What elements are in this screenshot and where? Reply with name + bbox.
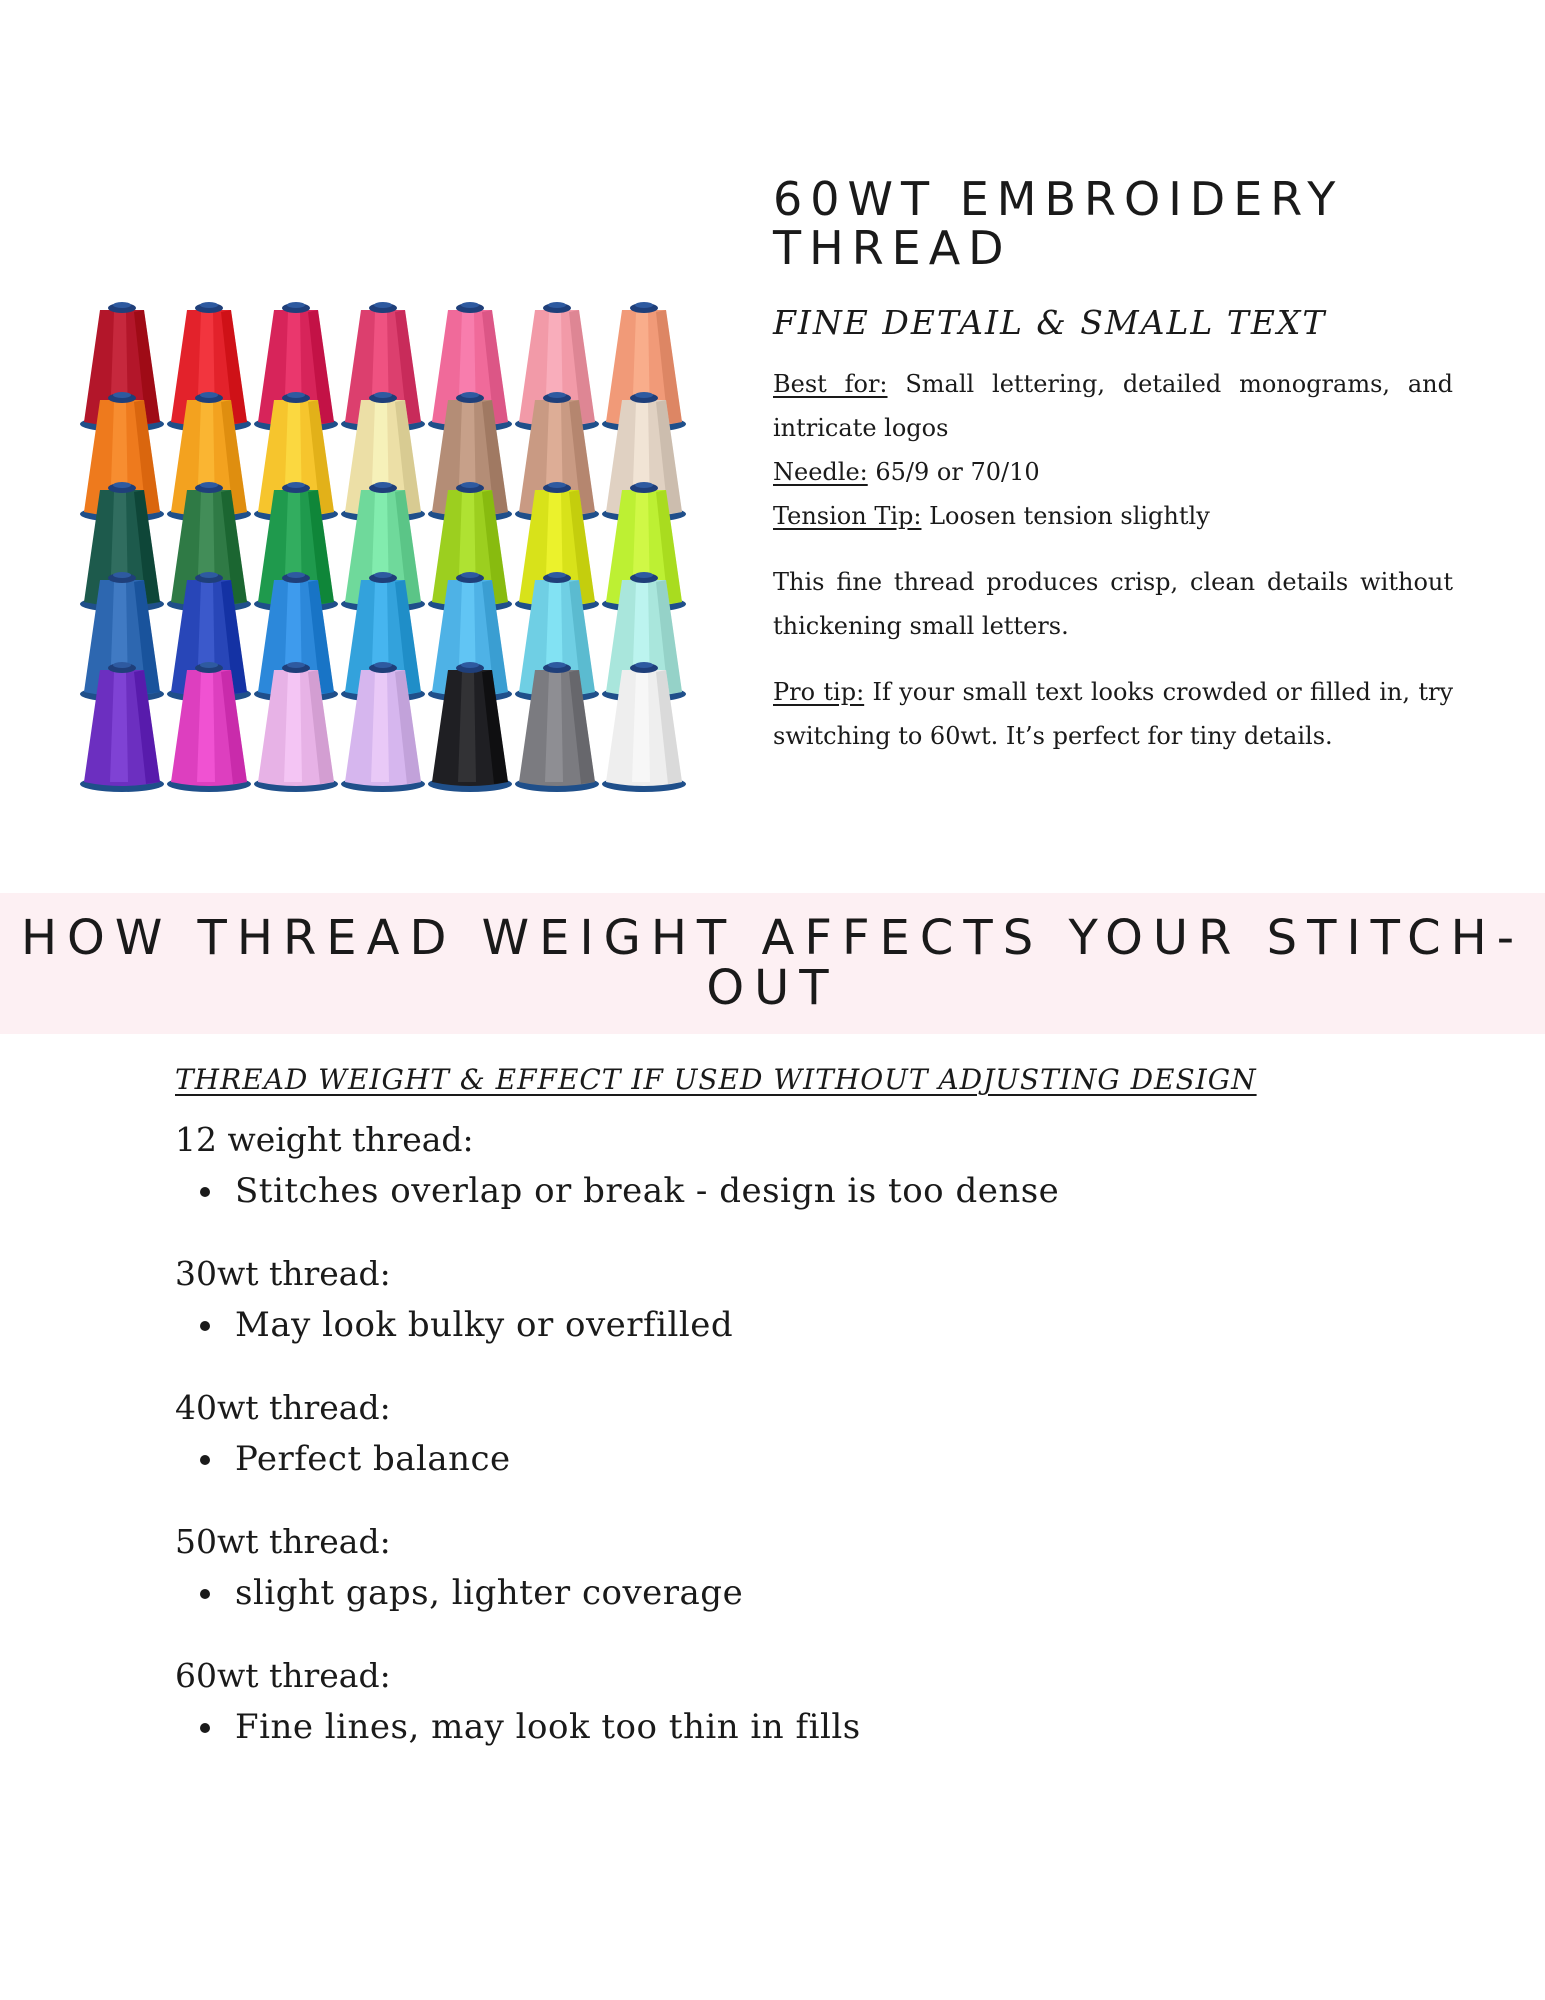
weight-label: 30wt thread: xyxy=(175,1254,391,1293)
best-for-label: Best for: xyxy=(773,370,888,398)
product-info xyxy=(773,172,1454,780)
weight-group xyxy=(175,1386,1425,1482)
weight-effect-list xyxy=(175,1436,1425,1482)
weight-effect-text: Perfect balance xyxy=(235,1439,511,1479)
weight-label: 50wt thread: xyxy=(175,1522,391,1561)
weight-group xyxy=(175,1654,1425,1750)
weight-group xyxy=(175,1520,1425,1616)
bullet-icon xyxy=(200,1723,210,1733)
weight-group xyxy=(175,1252,1425,1348)
pro-tip-text: If your small text looks crowded or filled in, try switching to 60wt. It’s perfect for tiny details. xyxy=(773,678,1454,750)
weight-label: 60wt thread: xyxy=(175,1656,391,1695)
tension-label: Tension Tip: xyxy=(773,502,922,530)
needle-text: 65/9 or 70/10 xyxy=(875,458,1040,486)
weight-label: 40wt thread: xyxy=(175,1388,391,1427)
page-subtitle: FINE DETAIL & SMALL TEXT xyxy=(773,303,1327,342)
table-heading: THREAD WEIGHT & EFFECT IF USED WITHOUT ADJUSTING DESIGN xyxy=(175,1063,1257,1096)
thread-spools-image xyxy=(80,290,700,820)
page-title: 60WT EMBROIDERY THREAD xyxy=(773,172,1344,275)
weight-effect-list xyxy=(175,1302,1425,1348)
pro-tip-paragraph xyxy=(773,670,1453,758)
weight-effect-list xyxy=(175,1168,1425,1214)
needle-label: Needle: xyxy=(773,458,868,486)
bullet-icon xyxy=(200,1589,210,1599)
thread-weight-section xyxy=(175,1063,1425,1788)
section-title: HOW THREAD WEIGHT AFFECTS YOUR STITCH-OUT xyxy=(20,910,1525,1016)
bullet-icon xyxy=(200,1321,210,1331)
bullet-icon xyxy=(200,1455,210,1465)
best-for-text: Small lettering, detailed monograms, and intricate logos xyxy=(773,370,1453,442)
list-item xyxy=(235,1168,1425,1214)
specs-block xyxy=(773,362,1453,538)
weight-list xyxy=(175,1118,1425,1750)
section-banner xyxy=(0,893,1545,1034)
list-item xyxy=(235,1302,1425,1348)
weight-effect-text: Fine lines, may look too thin in fills xyxy=(235,1707,861,1747)
weight-effect-text: slight gaps, lighter coverage xyxy=(235,1573,744,1613)
description-paragraph: This fine thread produces crisp, clean details without thickening small letters. xyxy=(773,568,1453,640)
weight-effect-list xyxy=(175,1704,1425,1750)
bullet-icon xyxy=(200,1187,210,1197)
list-item xyxy=(235,1436,1425,1482)
weight-effect-list xyxy=(175,1570,1425,1616)
pro-tip-label: Pro tip: xyxy=(773,678,865,706)
weight-label: 12 weight thread: xyxy=(175,1120,474,1159)
list-item xyxy=(235,1570,1425,1616)
tension-text: Loosen tension slightly xyxy=(929,502,1210,530)
weight-effect-text: Stitches overlap or break - design is too dense xyxy=(235,1171,1060,1211)
weight-group xyxy=(175,1118,1425,1214)
list-item xyxy=(235,1704,1425,1750)
weight-effect-text: May look bulky or overfilled xyxy=(235,1305,734,1345)
